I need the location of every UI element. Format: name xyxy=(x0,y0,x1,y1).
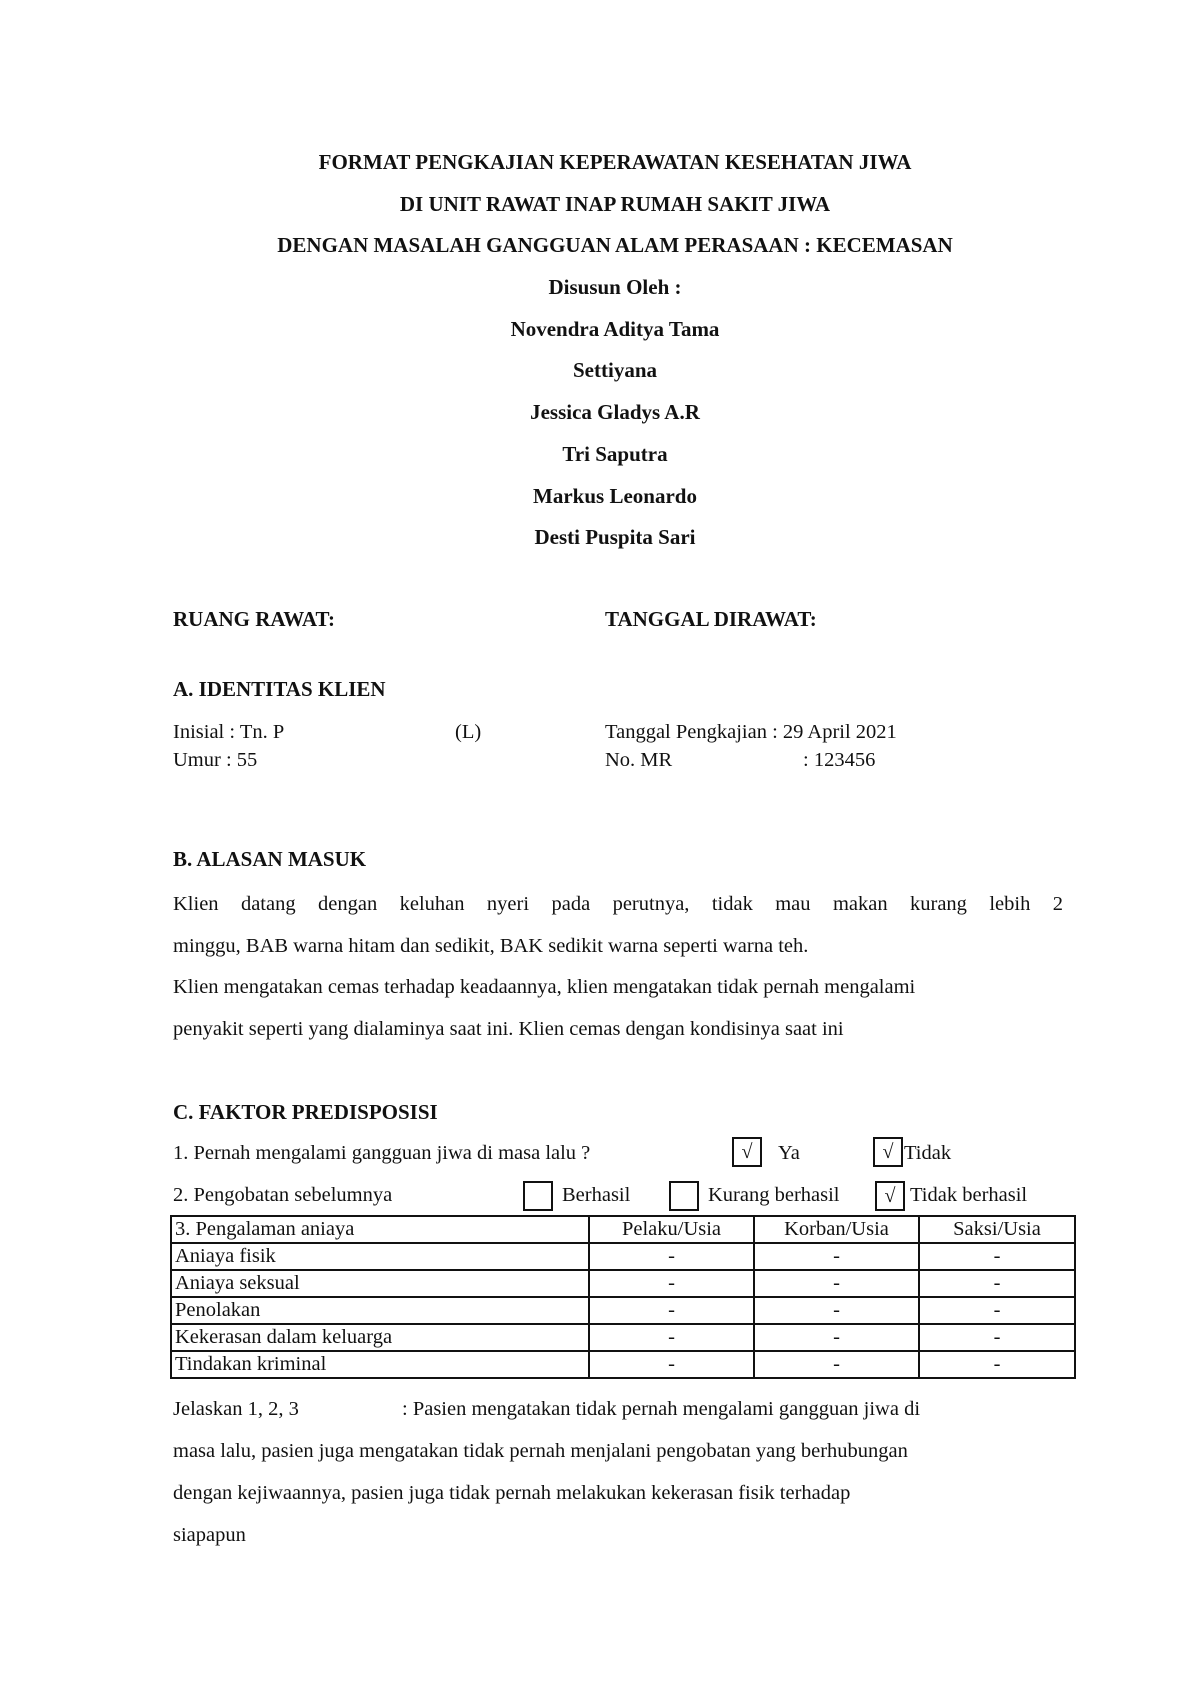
table-cell: - xyxy=(589,1324,754,1351)
table-cell: - xyxy=(589,1270,754,1297)
jelaskan-text-line: dengan kejiwaannya, pasien juga tidak pernah melakukan kekerasan fisik terhadap xyxy=(173,1482,851,1504)
table-cell: - xyxy=(919,1297,1075,1324)
paragraph-line: minggu, BAB warna hitam dan sedikit, BAK sedikit warna seperti warna teh. xyxy=(173,934,809,957)
paragraph-line: Klien datang dengan keluhan nyeri pada perutnya, tidak mau makan kurang lebih 2 xyxy=(173,893,1063,915)
checkbox-tidak-berhasil[interactable]: √ xyxy=(875,1181,905,1211)
option-ya-label: Ya xyxy=(778,1142,800,1164)
section-c-heading: C. FAKTOR PREDISPOSISI xyxy=(173,1100,438,1124)
author-name: Novendra Aditya Tama xyxy=(510,316,720,341)
table-cell: - xyxy=(754,1243,919,1270)
title-line-1: FORMAT PENGKAJIAN KEPERAWATAN KESEHATAN JIWA xyxy=(318,150,912,174)
table-cell: - xyxy=(589,1297,754,1324)
table-cell: Kekerasan dalam keluarga xyxy=(171,1324,589,1351)
table-cell: - xyxy=(589,1351,754,1378)
title-line-3: DENGAN MASALAH GANGGUAN ALAM PERASAAN : KECEMASAN xyxy=(277,233,953,258)
table-header-cell: Pelaku/Usia xyxy=(589,1216,754,1243)
table-cell: - xyxy=(754,1351,919,1378)
author-name: Markus Leonardo xyxy=(533,483,697,508)
table-cell: - xyxy=(754,1270,919,1297)
ruang-rawat-label: RUANG RAWAT: xyxy=(173,607,335,631)
table-cell: Penolakan xyxy=(171,1297,589,1324)
jelaskan-text-line: masa lalu, pasien juga mengatakan tidak pernah menjalani pengobatan yang berhubungan xyxy=(173,1440,908,1462)
option-tidak-berhasil-label: Tidak berhasil xyxy=(910,1184,1028,1206)
table-row xyxy=(171,1270,1075,1297)
table-row xyxy=(171,1351,1075,1378)
option-kurang-berhasil-label: Kurang berhasil xyxy=(708,1184,840,1206)
author-name: Tri Saputra xyxy=(562,441,668,466)
table-cell: - xyxy=(754,1297,919,1324)
author-name: Settiyana xyxy=(573,358,657,383)
table-cell: Tindakan kriminal xyxy=(171,1351,589,1378)
alasan-masuk-text xyxy=(173,884,1063,1050)
table-cell: - xyxy=(919,1324,1075,1351)
table-header-cell: Korban/Usia xyxy=(754,1216,919,1243)
checkbox-berhasil[interactable] xyxy=(523,1181,553,1211)
table-cell: - xyxy=(919,1270,1075,1297)
author-name: Desti Puspita Sari xyxy=(534,525,696,550)
jelaskan-text-line: siapapun xyxy=(173,1524,246,1546)
gender-field: (L) xyxy=(455,721,482,743)
title-line-2: DI UNIT RAWAT INAP RUMAH SAKIT JIWA xyxy=(399,191,831,216)
jelaskan-label: Jelaskan 1, 2, 3 xyxy=(173,1398,299,1420)
option-tidak-label: Tidak xyxy=(904,1142,952,1164)
question-2-label: 2. Pengobatan sebelumnya xyxy=(173,1184,393,1206)
section-b-heading: B. ALASAN MASUK xyxy=(173,847,367,871)
tanggal-dirawat-label: TANGGAL DIRAWAT: xyxy=(605,607,817,631)
table-header-cell: Saksi/Usia xyxy=(919,1216,1075,1243)
tanggal-pengkajian-field: Tanggal Pengkajian : 29 April 2021 xyxy=(605,721,897,743)
umur-field: Umur : 55 xyxy=(173,749,258,771)
table-header-cell: 3. Pengalaman aniaya xyxy=(171,1216,589,1243)
table-cell: - xyxy=(754,1324,919,1351)
paragraph-line: penyakit seperti yang dialaminya saat ini. Klien cemas dengan kondisinya saat ini xyxy=(173,1017,844,1040)
table-cell: - xyxy=(919,1351,1075,1378)
no-mr-value: : 123456 xyxy=(803,749,876,771)
abuse-experience-table xyxy=(170,1215,1076,1379)
table-cell: - xyxy=(919,1243,1075,1270)
table-header-row xyxy=(171,1216,1075,1243)
checkbox-ya[interactable]: √ xyxy=(732,1137,762,1167)
paragraph-line: Klien mengatakan cemas terhadap keadaannya, klien mengatakan tidak pernah mengalami xyxy=(173,976,916,998)
inisial-field: Inisial : Tn. P xyxy=(173,721,285,743)
checkbox-kurang-berhasil[interactable] xyxy=(669,1181,699,1211)
authored-by-label: Disusun Oleh : xyxy=(548,275,682,300)
document-header xyxy=(0,142,1200,559)
table-cell: - xyxy=(589,1243,754,1270)
option-berhasil-label: Berhasil xyxy=(562,1184,631,1206)
question-1-label: 1. Pernah mengalami gangguan jiwa di masa lalu ? xyxy=(173,1142,591,1164)
table-row xyxy=(171,1324,1075,1351)
author-name: Jessica Gladys A.R xyxy=(530,400,700,425)
no-mr-label: No. MR xyxy=(605,749,673,771)
table-cell: Aniaya seksual xyxy=(171,1270,589,1297)
section-a-heading: A. IDENTITAS KLIEN xyxy=(173,677,386,701)
checkbox-tidak[interactable]: √ xyxy=(873,1137,903,1167)
table-row xyxy=(171,1243,1075,1270)
jelaskan-text-line: : Pasien mengatakan tidak pernah mengalami gangguan jiwa di xyxy=(402,1398,921,1420)
table-row xyxy=(171,1297,1075,1324)
table-cell: Aniaya fisik xyxy=(171,1243,589,1270)
